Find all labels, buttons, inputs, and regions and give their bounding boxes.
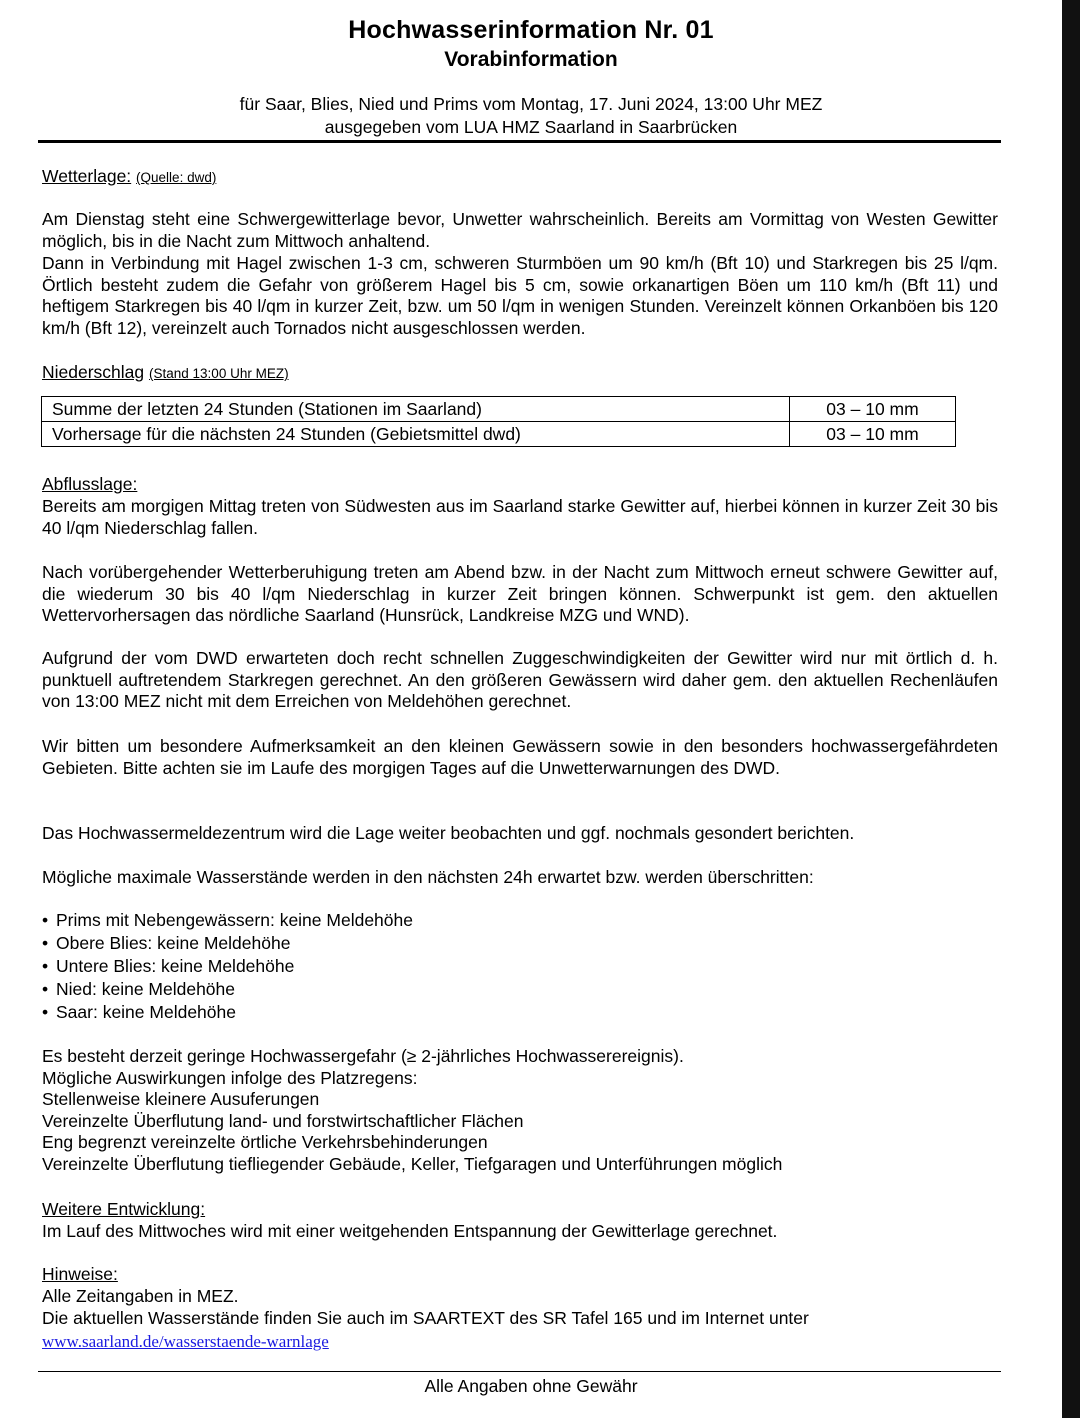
wetterlage-source: (Quelle: dwd) [136,170,217,185]
abflusslage-paragraph-3: Aufgrund der vom DWD erwarteten doch recht schnellen Zuggeschwindigkeiten der Gewitter wird nur mit örtlich d. h. punktuell auftretendem Starkregen gerechnet. An den größeren Gewässern wird daher gem. den aktuellen Rechenläufen von 13:00 MEZ nicht mit dem Erreichen von Meldehöhen gerechnet. [42,648,998,712]
document-subtitle: Vorabinformation [444,48,618,71]
list-item: • Untere Blies: keine Meldehöhe [42,956,295,976]
wetterlage-heading [42,166,998,189]
abflusslage-paragraph-4: Wir bitten um besondere Aufmerksamkeit an den kleinen Gewässern sowie in den besonders hochwassergefährdeten Gebieten. Bitte achten sie im Laufe des morgigen Tages auf die Unwetterwarnungen des DWD. [42,736,998,778]
list-item: • Nied: keine Meldehöhe [42,979,236,999]
wasserstaende-link[interactable]: www.saarland.de/wasserstaende-warnlage [42,1332,329,1351]
niederschlag-title: Niederschlag [42,362,145,382]
table-cell-label: Vorhersage für die nächsten 24 Stunden (Gebietsmittel dwd) [42,422,790,447]
gefahr-line: Vereinzelte Überflutung tiefliegender Gebäude, Keller, Tiefgaragen und Unterführungen möglich [42,1153,783,1174]
document-title: Hochwasserinformation Nr. 01 [348,16,714,44]
hinweise-line-2: Die aktuellen Wasserstände finden Sie auch im SAARTEXT des SR Tafel 165 und im Internet unter [42,1308,809,1328]
table-cell-value: 03 – 10 mm [790,397,956,422]
weitere-heading: Weitere Entwicklung: [42,1199,206,1219]
gefahr-line: Vereinzelte Überflutung land- und forstwirtschaftlicher Flächen [42,1110,524,1131]
gefahr-line: Eng begrenzt vereinzelte örtliche Verkehrsbehinderungen [42,1132,488,1153]
table-cell-label: Summe der letzten 24 Stunden (Stationen im Saarland) [42,397,790,422]
gefahr-line: Es besteht derzeit geringe Hochwassergefahr (≥ 2-jährliches Hochwasserereignis). [42,1046,684,1066]
gefahr-block [42,1046,998,1176]
wetterlage-paragraph-2: Dann in Verbindung mit Hagel zwischen 1-3 cm, schweren Sturmböen um 90 km/h (Bft 10) und Starkregen bis 25 l/qm. Örtlich besteht zudem die Gefahr von größerem Hagel bis 5 cm, sowie orkanartigen Böen um 110 km/h (Bft 11) und heftigem Starkregen bis 40 l/qm in kurzer Zeit, bzw. um 50 l/qm in wenigen Stunden. Vereinzelt können Orkanböen bis 120 km/h (Bft 12), vereinzelt auch Tornados nicht ausgeschlossen werden. [42,253,998,338]
list-item: • Prims mit Nebengewässern: keine Meldehöhe [42,910,413,930]
abflusslage-paragraph-2: Nach vorübergehender Wetterberuhigung treten am Abend bzw. in der Nacht zum Mittwoch erneut schwere Gewitter auf, die wiederum 30 bis 40 l/qm Niederschlag in kurzer Zeit bringen können. Schwerpunkt ist gem. den aktuellen Wettervorhersagen das nördliche Saarland (Hunsrück, Landkreise MZG und WND). [42,562,998,626]
hinweise-heading: Hinweise: [42,1264,118,1284]
abflusslage-heading: Abflusslage: [42,474,138,494]
wetterlage-paragraph-1: Am Dienstag steht eine Schwergewitterlage bevor, Unwetter wahrscheinlich. Bereits am Vormittag von Westen Gewitter möglich, bis in die Nacht zum Mittwoch anhaltend. [42,209,998,251]
gefahr-line: Mögliche Auswirkungen infolge des Platzregens: [42,1067,418,1088]
header-divider [38,140,1001,143]
niederschlag-heading [42,362,998,385]
table-cell-value: 03 – 10 mm [790,422,956,447]
issuer-line: ausgegeben vom LUA HMZ Saarland in Saarbrücken [324,117,738,137]
table-row [42,422,956,447]
precipitation-table [41,396,956,447]
abflusslage-paragraph-1: Bereits am morgigen Mittag treten von Südwesten aus im Saarland starke Gewitter auf, hierbei können in kurzer Zeit 30 bis 40 l/qm Niederschlag fallen. [42,496,998,538]
niederschlag-stand: (Stand 13:00 Uhr MEZ) [149,366,289,381]
wetterlage-title: Wetterlage: [42,166,132,186]
list-item: • Obere Blies: keine Meldehöhe [42,933,291,953]
abflusslage-paragraph-6: Mögliche maximale Wasserstände werden in den nächsten 24h erwartet bzw. werden überschritten: [42,867,814,887]
list-item: • Saar: keine Meldehöhe [42,1002,236,1022]
footer-divider [38,1371,1001,1372]
weitere-text: Im Lauf des Mittwoches wird mit einer weitgehenden Entspannung der Gewitterlage gerechnet. [42,1221,778,1241]
table-row [42,397,956,422]
screen-edge [1062,0,1080,1418]
abflusslage-paragraph-5: Das Hochwassermeldezentrum wird die Lage weiter beobachten und ggf. nochmals gesondert berichten. [42,823,855,843]
hinweise-line-1: Alle Zeitangaben in MEZ. [42,1286,239,1306]
gefahr-line: Stellenweise kleinere Ausuferungen [42,1089,320,1110]
validity-line: für Saar, Blies, Nied und Prims vom Montag, 17. Juni 2024, 13:00 Uhr MEZ [239,94,823,114]
footer-disclaimer: Alle Angaben ohne Gewähr [424,1376,638,1396]
